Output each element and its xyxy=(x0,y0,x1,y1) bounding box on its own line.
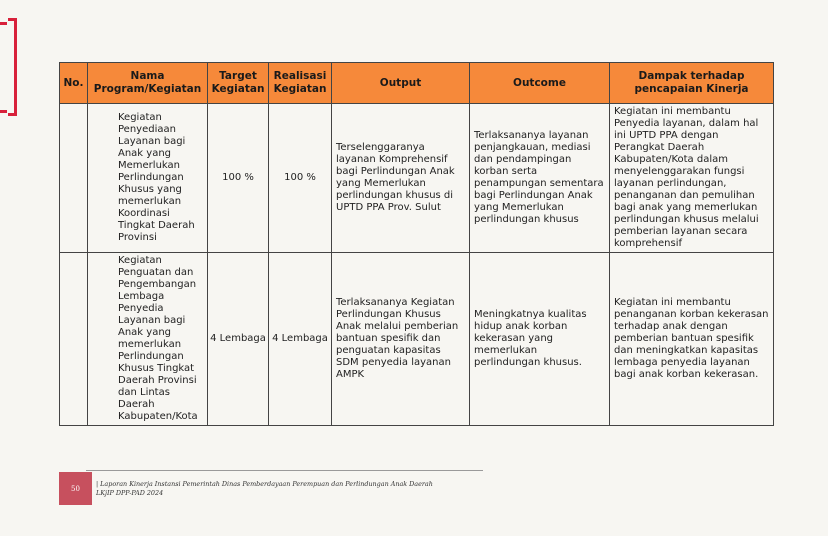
footer-line-2: LKjIP DPP-PAD 2024 xyxy=(96,489,164,497)
cell-dampak: Kegiatan ini membantu penanganan korban kekerasan terhadap anak dengan pemberian bantuan spesifik dan meningkatkan kapasitas lembaga penyedia layanan bagi anak korban kekerasan. xyxy=(610,253,774,426)
cell-output: Terlaksananya Kegiatan Perlindungan Khusus Anak melalui pemberian bantuan spesifik dan penguatan kapasitas SDM penyedia layanan AMPK xyxy=(332,253,470,426)
cell-dampak: Kegiatan ini membantu Penyedia layanan, dalam hal ini UPTD PPA dengan Perangkat Daerah Kabupaten/Kota dalam menyelenggarakan fungsi layanan perlindungan, penanganan dan pemulihan bagi anak yang memerlukan perlindungan khusus melalui pemberian layanan secara komprehensif xyxy=(610,104,774,253)
table-row xyxy=(60,253,774,426)
footer-line-1: | Laporan Kinerja Instansi Pemerintah Dinas Pemberdayaan Perempuan dan Perlindungan Anak Daerah xyxy=(96,480,433,488)
header-target: Target Kegiatan xyxy=(208,63,269,104)
header-program: Nama Program/Kegiatan xyxy=(88,63,208,104)
cell-realisasi: 100 % xyxy=(269,104,332,253)
footer-report-title xyxy=(96,480,486,498)
performance-table xyxy=(59,62,774,426)
header-dampak: Dampak terhadap pencapaian Kinerja xyxy=(610,63,774,104)
header-outcome: Outcome xyxy=(470,63,610,104)
page-edge-tick-bottom xyxy=(0,110,7,113)
table-header-row xyxy=(60,63,774,104)
page-edge-tick-top xyxy=(0,22,7,25)
footer-divider xyxy=(86,470,483,471)
cell-no xyxy=(60,253,88,426)
cell-program: Kegiatan Penyediaan Layanan bagi Anak yang Memerlukan Perlindungan Khusus yang memerlukan Koordinasi Tingkat Daerah Provinsi xyxy=(88,104,208,253)
cell-output: Terselenggaranya layanan Komprehensif bagi Perlindungan Anak yang Memerlukan perlindungan khusus di UPTD PPA Prov. Sulut xyxy=(332,104,470,253)
cell-outcome: Terlaksananya layanan penjangkauan, mediasi dan pendampingan korban serta penampungan sementara bagi Perlindungan Anak yang Memerlukan perlindungan khusus xyxy=(470,104,610,253)
page-edge-marker xyxy=(8,18,17,116)
table-row xyxy=(60,104,774,253)
header-no: No. xyxy=(60,63,88,104)
cell-no xyxy=(60,104,88,253)
cell-realisasi: 4 Lembaga xyxy=(269,253,332,426)
header-realisasi: Realisasi Kegiatan xyxy=(269,63,332,104)
cell-target: 4 Lembaga xyxy=(208,253,269,426)
cell-target: 100 % xyxy=(208,104,269,253)
page-number: 50 xyxy=(59,472,92,505)
header-output: Output xyxy=(332,63,470,104)
cell-outcome: Meningkatnya kualitas hidup anak korban kekerasan yang memerlukan perlindungan khusus. xyxy=(470,253,610,426)
cell-program: Kegiatan Penguatan dan Pengembangan Lembaga Penyedia Layanan bagi Anak yang memerlukan Perlindungan Khusus Tingkat Daerah Provinsi dan Lintas Daerah Kabupaten/Kota xyxy=(88,253,208,426)
